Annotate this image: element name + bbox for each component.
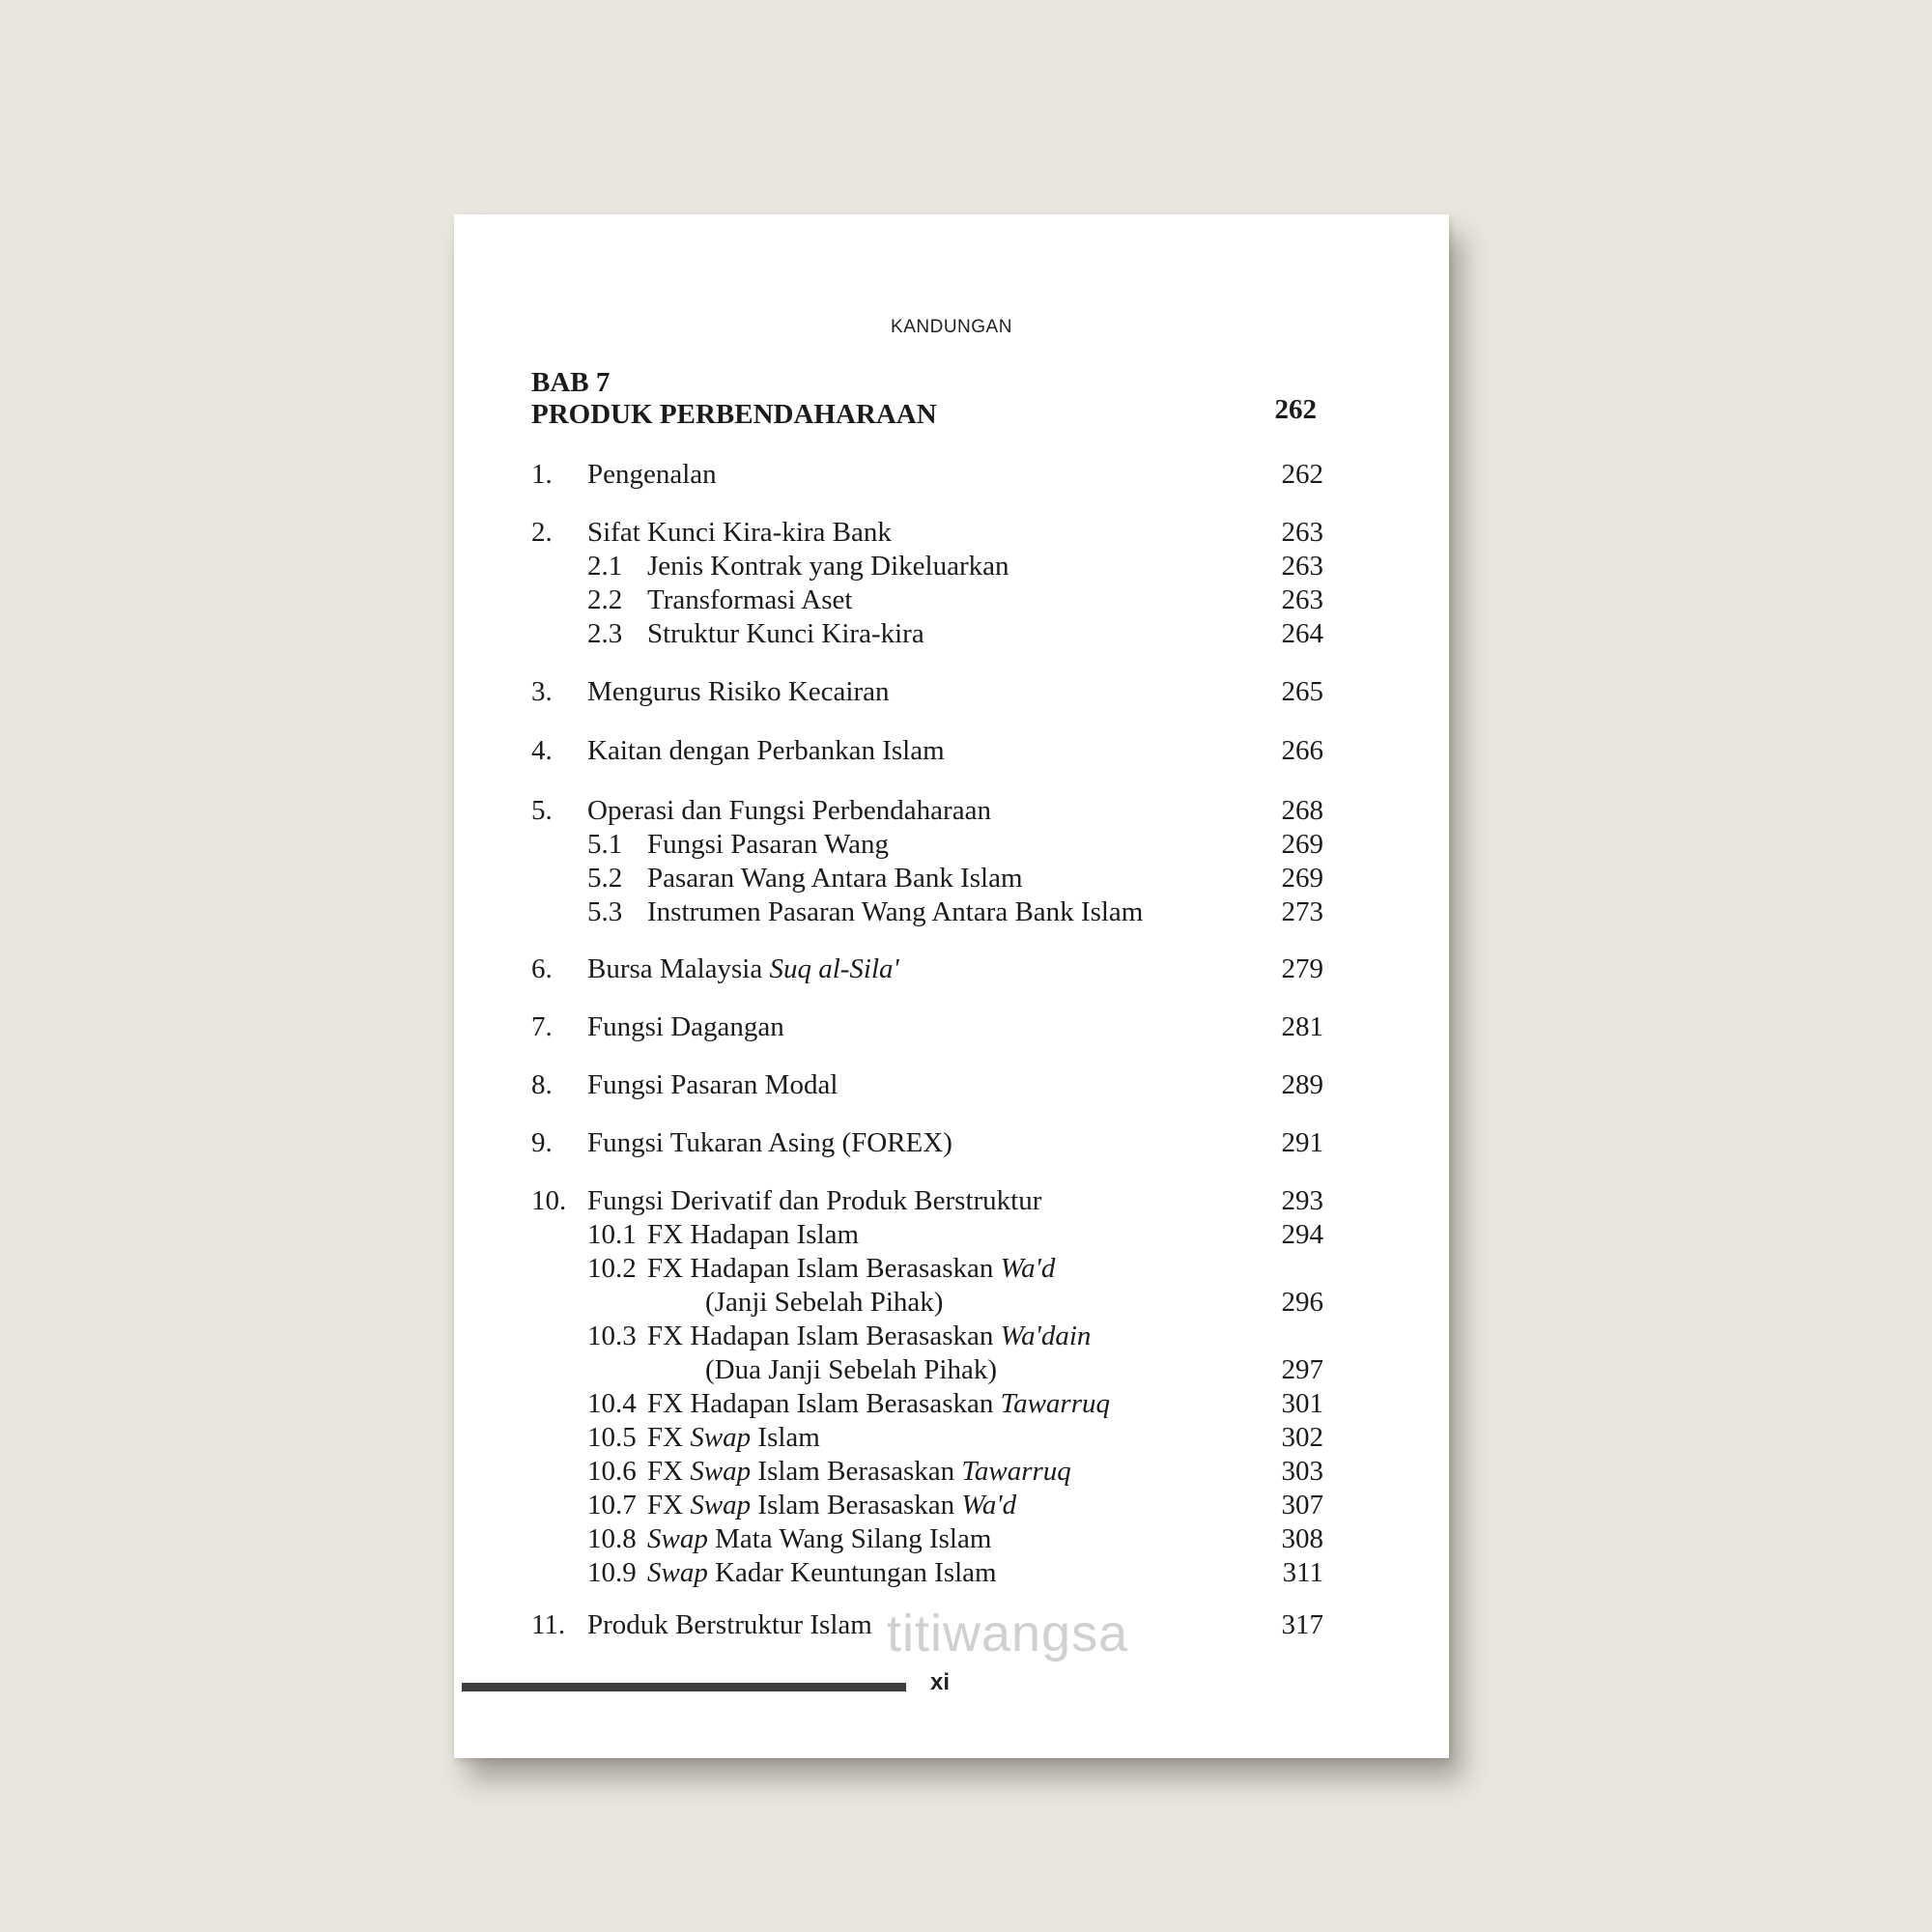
toc-number: 2.2 (587, 584, 623, 615)
toc-number: 10.6 (587, 1456, 637, 1487)
toc-subentry (531, 1421, 1323, 1454)
toc-page: 303 (1281, 1456, 1323, 1487)
toc-number: 10.5 (587, 1422, 637, 1453)
toc-label: Fungsi Dagangan (587, 1011, 784, 1042)
toc-page: 307 (1281, 1490, 1323, 1520)
watermark: titiwangsa (887, 1605, 1129, 1662)
toc-label: FX Swap Islam Berasaskan Tawarruq (647, 1456, 1071, 1487)
toc-page: 279 (1281, 953, 1323, 984)
toc-number: 5. (531, 795, 553, 826)
toc-number: 2. (531, 517, 553, 548)
toc-number: 10.1 (587, 1219, 637, 1250)
toc-page: 296 (1281, 1287, 1323, 1318)
toc-label: Swap Mata Wang Silang Islam (647, 1523, 992, 1554)
toc-label: Mengurus Risiko Kecairan (587, 676, 890, 707)
toc-number: 11. (531, 1609, 566, 1640)
toc-subentry (531, 862, 1323, 895)
toc-label: Fungsi Tukaran Asing (FOREX) (587, 1127, 952, 1158)
toc-page: 268 (1281, 795, 1323, 826)
toc-number: 5.3 (587, 896, 623, 927)
toc-label: Fungsi Derivatif dan Produk Berstruktur (587, 1185, 1042, 1216)
footer-rule (462, 1683, 906, 1691)
toc-entry (531, 675, 1323, 708)
toc-subentry (531, 583, 1323, 616)
toc-entry (531, 952, 1323, 985)
toc-number: 8. (531, 1069, 553, 1100)
toc-label: Produk Berstruktur Islam (587, 1609, 872, 1640)
toc-label: Struktur Kunci Kira-kira (647, 618, 924, 649)
toc-number: 6. (531, 953, 553, 984)
toc-label-continuation: (Dua Janji Sebelah Pihak) (705, 1354, 998, 1385)
chapter-title: PRODUK PERBENDAHARAAN (531, 399, 937, 430)
toc-page: 311 (1282, 1557, 1323, 1588)
toc-number: 4. (531, 735, 553, 766)
toc-entry (531, 1184, 1323, 1217)
toc-page: 263 (1281, 551, 1323, 582)
toc-subentry (531, 828, 1323, 861)
toc-entry (531, 794, 1323, 827)
toc-label: Operasi dan Fungsi Perbendaharaan (587, 795, 991, 826)
toc-subentry (531, 1252, 1323, 1285)
toc-subentry (531, 1218, 1323, 1251)
toc-label: Pasaran Wang Antara Bank Islam (647, 863, 1023, 894)
toc-page: 297 (1281, 1354, 1323, 1385)
toc-page: 302 (1281, 1422, 1323, 1453)
book-page (454, 214, 1449, 1758)
toc-label: Fungsi Pasaran Wang (647, 829, 890, 860)
toc-label-continuation: (Janji Sebelah Pihak) (705, 1287, 944, 1318)
toc-page: 262 (1281, 459, 1323, 490)
table-of-contents (454, 214, 1449, 1758)
toc-number: 5.1 (587, 829, 623, 860)
toc-page: 269 (1281, 829, 1323, 860)
toc-label: Bursa Malaysia Suq al-Sila' (587, 953, 899, 984)
toc-label: FX Hadapan Islam Berasaskan Tawarruq (647, 1388, 1111, 1419)
toc-subentry (531, 1455, 1323, 1488)
toc-label: Pengenalan (587, 459, 717, 490)
toc-page: 308 (1281, 1523, 1323, 1554)
toc-entry (531, 1126, 1323, 1159)
toc-label: Jenis Kontrak yang Dikeluarkan (647, 551, 1009, 582)
toc-page: 291 (1281, 1127, 1323, 1158)
toc-page: 273 (1281, 896, 1323, 927)
chapter-label: BAB 7 (531, 367, 611, 398)
toc-label: FX Hadapan Islam Berasaskan Wa'dain (647, 1321, 1092, 1351)
toc-number: 5.2 (587, 863, 623, 894)
toc-subentry (531, 1489, 1323, 1521)
toc-page: 269 (1281, 863, 1323, 894)
toc-subentry (531, 617, 1323, 650)
toc-entry (531, 1068, 1323, 1101)
toc-label: Sifat Kunci Kira-kira Bank (587, 517, 892, 548)
toc-number: 2.3 (587, 618, 623, 649)
toc-label: Swap Kadar Keuntungan Islam (647, 1557, 997, 1588)
toc-label: Fungsi Pasaran Modal (587, 1069, 838, 1100)
toc-label: FX Hadapan Islam Berasaskan Wa'd (647, 1253, 1056, 1284)
toc-label: Transformasi Aset (647, 584, 853, 615)
toc-subentry (531, 895, 1323, 928)
running-head: KANDUNGAN (891, 317, 1012, 337)
toc-entry (531, 458, 1323, 491)
toc-subentry-continuation (531, 1286, 1323, 1319)
toc-label: FX Hadapan Islam (647, 1219, 860, 1250)
toc-page: 263 (1281, 517, 1323, 548)
toc-label: Kaitan dengan Perbankan Islam (587, 735, 945, 766)
toc-number: 2.1 (587, 551, 623, 582)
toc-number: 10.4 (587, 1388, 637, 1419)
toc-label: Instrumen Pasaran Wang Antara Bank Islam (647, 896, 1144, 927)
toc-entry (531, 734, 1323, 767)
toc-number: 10.8 (587, 1523, 637, 1554)
toc-number: 10. (531, 1185, 567, 1216)
toc-page: 263 (1281, 584, 1323, 615)
toc-number: 10.7 (587, 1490, 637, 1520)
toc-page: 317 (1281, 1609, 1323, 1640)
toc-number: 3. (531, 676, 553, 707)
toc-page: 301 (1281, 1388, 1323, 1419)
toc-subentry (531, 550, 1323, 582)
toc-number: 10.2 (587, 1253, 637, 1284)
chapter-page-number: 262 (1274, 394, 1317, 425)
toc-page: 293 (1281, 1185, 1323, 1216)
toc-number: 1. (531, 459, 553, 490)
toc-page: 289 (1281, 1069, 1323, 1100)
toc-subentry (531, 1387, 1323, 1420)
toc-entry (531, 1010, 1323, 1043)
toc-label: FX Swap Islam (647, 1422, 820, 1453)
toc-subentry (531, 1522, 1323, 1555)
toc-number: 7. (531, 1011, 553, 1042)
toc-page: 281 (1281, 1011, 1323, 1042)
toc-number: 10.3 (587, 1321, 637, 1351)
toc-page: 266 (1281, 735, 1323, 766)
toc-subentry-continuation (531, 1353, 1323, 1386)
toc-page: 294 (1281, 1219, 1323, 1250)
toc-subentry (531, 1320, 1323, 1352)
toc-page: 265 (1281, 676, 1323, 707)
toc-subentry (531, 1556, 1323, 1589)
toc-number: 10.9 (587, 1557, 637, 1588)
toc-entry (531, 516, 1323, 549)
toc-number: 9. (531, 1127, 553, 1158)
toc-label: FX Swap Islam Berasaskan Wa'd (647, 1490, 1017, 1520)
toc-page: 264 (1281, 618, 1323, 649)
page-folio: xi (930, 1669, 951, 1695)
